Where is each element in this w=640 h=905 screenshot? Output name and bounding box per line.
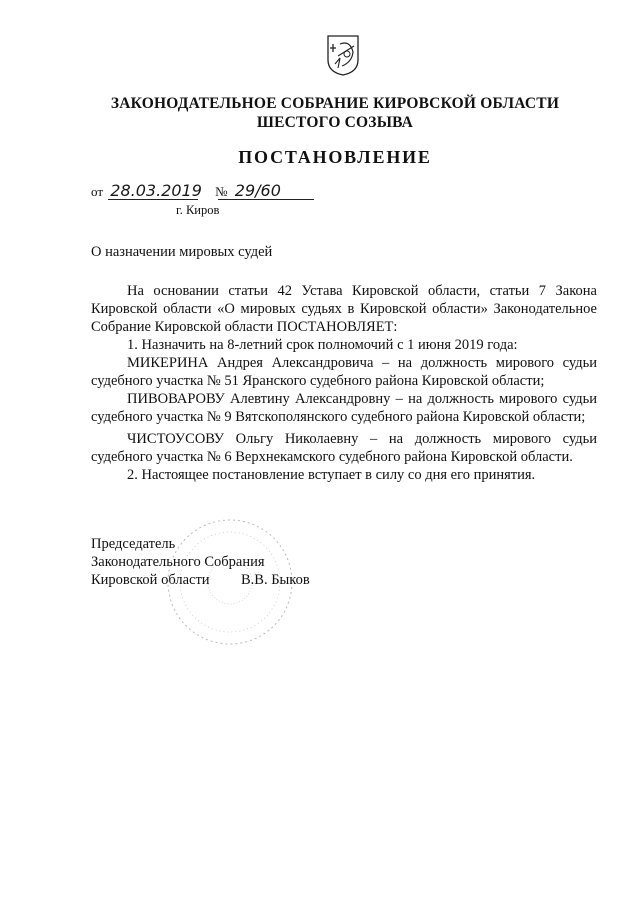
signatory-title-2: Законодательного Собрания xyxy=(91,554,265,570)
date-underline xyxy=(108,199,198,200)
number-underline xyxy=(218,199,314,200)
date-line xyxy=(91,181,281,200)
number-label: № xyxy=(215,184,228,199)
document-type: ПОСТАНОВЛЕНИЕ xyxy=(238,147,432,167)
intro-paragraph: На основании статьи 42 Устава Кировской области, статьи 7 Закона Кировской области «О мировых судьях в Кировской области» Законодательное Собрание Кировской области ПОСТАНОВЛЯЕТ: xyxy=(91,283,597,335)
city: г. Киров xyxy=(176,203,220,217)
item-2: 2. Настоящее постановление вступает в силу со дня его принятия. xyxy=(127,467,536,483)
signatory-title-1: Председатель xyxy=(91,536,176,552)
date-from-label: от xyxy=(91,184,104,199)
signatory-title-3: Кировской области xyxy=(91,572,210,588)
organization-name: ЗАКОНОДАТЕЛЬНОЕ СОБРАНИЕ КИРОВСКОЙ ОБЛАСТИ xyxy=(110,95,560,112)
signatory-name: В.В. Быков xyxy=(241,572,310,588)
judge-appointment-3: ЧИСТОУСОВУ Ольгу Николаевну – на должность мирового судьи судебного участка № 6 Верхнекамского судебного района Кировской области. xyxy=(91,431,597,465)
convocation: ШЕСТОГО СОЗЫВА xyxy=(256,114,414,131)
document-body xyxy=(91,282,597,484)
judge-appointment-2: ПИВОВАРОВУ Алевтину Александровну – на должность мирового судьи судебного участка № 9 Вятскополянского судебного района Кировской области; xyxy=(91,391,597,425)
document-number: 29/60 xyxy=(234,181,281,200)
coat-of-arms-icon xyxy=(326,34,360,76)
judge-appointment-1: МИКЕРИНА Андрея Александровича – на должность мирового судьи судебного участка № 51 Яранского судебного района Кировской области; xyxy=(91,355,597,389)
signature-block xyxy=(91,535,310,589)
document-subject: О назначении мировых судей xyxy=(91,244,273,260)
document-date: 28.03.2019 xyxy=(110,181,202,200)
item-1: 1. Назначить на 8-летний срок полномочий с 1 июня 2019 года: xyxy=(127,337,518,353)
